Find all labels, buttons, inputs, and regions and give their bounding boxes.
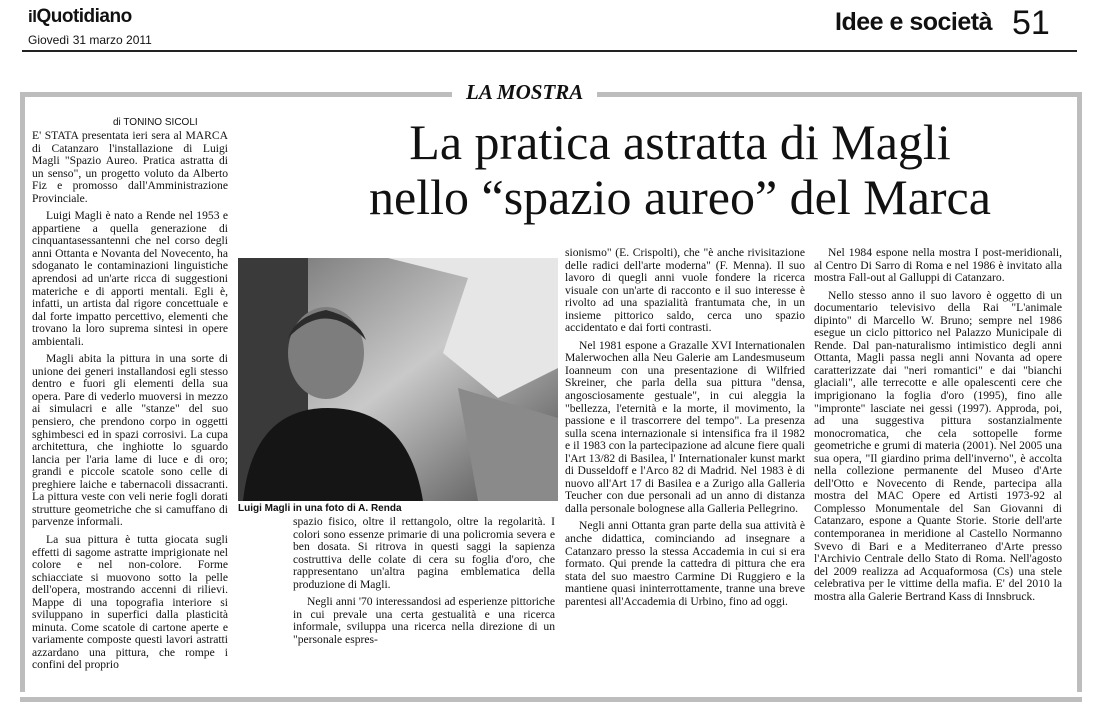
article-headline (300, 115, 1060, 225)
article-column-3 (565, 247, 805, 608)
paragraph: sionismo" (E. Crispolti), che "è anche rivisitazione delle radici dell'arte moderna" (F. Menna). Il suo lavoro di quegli anni vuole fondere la ricerca visuale con un'arte di racconto e il suo interesse è rivolto ad una spazialità frantumata che, in un insieme pittorico saldo, cerca uno spazio accidentato e dai forti contrasti. (565, 246, 805, 335)
headline-line-2: nello “spazio aureo” del Marca (369, 169, 991, 225)
article-frame-left (20, 97, 25, 692)
issue-date: Giovedì 31 marzo 2011 (28, 33, 152, 47)
article-kicker: LA MOSTRA (466, 80, 584, 104)
paragraph: Magli abita la pittura in una sorte di unione dei generi installandosi egli stesso dentro e fuori gli elementi della sua opera. Pare di vederlo muoversi in mezzo ai simulacri e alle "stanze" del suo pensiero, che prendono corpo in oggetti sghimbesci ed in spazi corrosivi. La cupa architettura, che inghiotte lo sguardo lancia per l'aria lame di luce e di oro; grandi e piccole scatole sono celle di preghiere laiche e tabernacoli dissacranti. La pittura veste con veli nerie fogli dorati strutture geometriche che si camuffano di parvenze informali. (32, 352, 228, 529)
paragraph: Nel 1981 espone a Grazalle XVI Internationalen Malerwochen alla Neu Galerie am Landesmuseum Ioanneum con una presentazione di Wilfried Skreiner, che parla della sua pittura "densa, angosciosamente gestuale", in cui aleggia la "bellezza, l'eternità e la morte, il movimento, la passione e il trascorrere del tempo". La presenza sulla scena internazionale si intensifica fra il 1982 e il 1983 con la partecipazione ad alcune fiere quali l'Art 13/82 di Basilea, l' Internationaler kunst markt di Dusseldoff e l'Arco 82 di Madrid. Nel 1983 è di nuovo all'Art 17 di Basilea e a Zurigo alla Galleria Teucher con due personali ad un anno di distanza dalla personale bolognese alla Galleria Pellegrino. (565, 338, 805, 515)
portrait-image (238, 258, 558, 501)
paragraph: Nello stesso anno il suo lavoro è oggetto di un documentario televisivo della Rai "L'animale dipinto" di Marcello W. Bruno; sempre nel 1986 esegue un ciclo pittorico nel Palazzo Municipale di Rende. Dal pan-naturalismo intimistico degli anni Ottanta, Magli passa negli anni Novanta ad opere caratterizzate dai "neri romantici" e dai "bianchi glaciali", alle terrecotte e alle opalescenti cere che imprigionano la foglia d'oro (1995), fino alle "impronte" lasciate nei gessi (1997). Approda, poi, ad una suggestiva pittura sostanzialmente monocromatica, che cela sottopelle forme geometriche e grumi di materia (2001). Nel 2005 una sua opera, "Il giardino prima dell'inverno", è accolta nella collezione permanente del Museo d'Arte dell'Otto e Novecento di Rende, partecipa alla mostra del MAC Opere ed Artisti 1973-92 al Complesso Monumentale del San Giovanni di Catanzaro, espone a Quante Storie. Storie dell'arte contemporanea in meridione al Castello Normanno Svevo di Bari e a Mediterraneo d'Arte presso l'Archivio Centrale dello Stato di Roma. Nell'agosto del 2009 realizza ad Acquaformosa (Cs) una stele celebrativa per le vittime della mafia. E' del 2010 la mostra alla Galerie Bertrand Kass di Innsbruck. (814, 288, 1062, 603)
page-number: 51 (1012, 4, 1050, 42)
masthead-prefix: il (28, 7, 37, 26)
paragraph: La sua pittura è tutta giocata sugli effetti di sagome astratte imprigionate nel colore e nel non-colore. Forme schiacciate si muovono sotto la pelle dell'opera, mostrando accenni di rilievi. Mappe di una topografia interiore si sviluppano in superfici dalla plasticità minuta. Come scatole di cartone aperte e variamente composte questi lavori astratti azzardano una pittura, che rompe i confini del proprio (32, 532, 228, 672)
article-column-1 (32, 130, 228, 672)
header-rule (22, 50, 1077, 52)
article-photo (238, 258, 558, 501)
newspaper-masthead (28, 6, 132, 28)
kicker-box (452, 80, 597, 105)
masthead-name: Quotidiano (36, 6, 132, 27)
section-title: Idee e società (835, 8, 992, 36)
article-frame-right (1077, 97, 1082, 692)
paragraph: Luigi Magli è nato a Rende nel 1953 e appartiene a quella generazione di cinquantasessantenni che nel corso degli anni Ottanta e Novanta del Novecento, ha sdoganato le contaminazioni linguistiche aprendosi ad un'arte ricca di suggestioni materiche e di apporti mentali. Egli è, infatti, un artista dal rigore concettuale e dal forte impatto percettivo, elementi che trovano la loro suprema sintesi in opere ambientali. (32, 209, 228, 348)
photo-caption: Luigi Magli in una foto di A. Renda (238, 503, 402, 514)
paragraph: spazio fisico, oltre il rettangolo, oltre la regolarità. I colori sono essenze primarie di una policromia severa e ben dosata. Si ritrova in questi saggi la sapienza costruttiva delle colate di cera su foglia d'oro, che rappresentano un'altra pagina emblematica della produzione di Magli. (293, 515, 555, 591)
article-column-4 (814, 247, 1062, 603)
article-author: di TONINO SICOLI (113, 117, 198, 128)
paragraph: E' STATA presentata ieri sera al MARCA di Catanzaro l'installazione di Luigi Magli "Spazio Aureo. Pratica astratta di un senso", un progetto voluto da Alberto Fiz e promosso dall'Amministrazione Provinciale. (32, 129, 228, 205)
article-column-2 (293, 516, 555, 646)
paragraph: Negli anni '70 interessandosi ad esperienze pittoriche in cui prevale una certa gestualità e una ricerca informale, sviluppa una ricerca nella direzione di un "personale espres- (293, 595, 555, 646)
headline-line-1: La pratica astratta di Magli (409, 114, 951, 170)
paragraph: Negli anni Ottanta gran parte della sua attività è anche didattica, cominciando ad insegnare a Catanzaro presso la stessa Accademia in cui si era formato. Qui prende la cattedra di pittura che era stata del suo maestro Carmine Di Ruggiero e la mantiene quasi ininterrottamente, tranne una breve parentesi all'Accademia di Urbino, fino ad oggi. (565, 519, 805, 608)
paragraph: Nel 1984 espone nella mostra I post-meridionali, al Centro Di Sarro di Roma e nel 1986 è invitato alla mostra Fall-out al Galluppi di Catanzaro. (814, 246, 1062, 285)
